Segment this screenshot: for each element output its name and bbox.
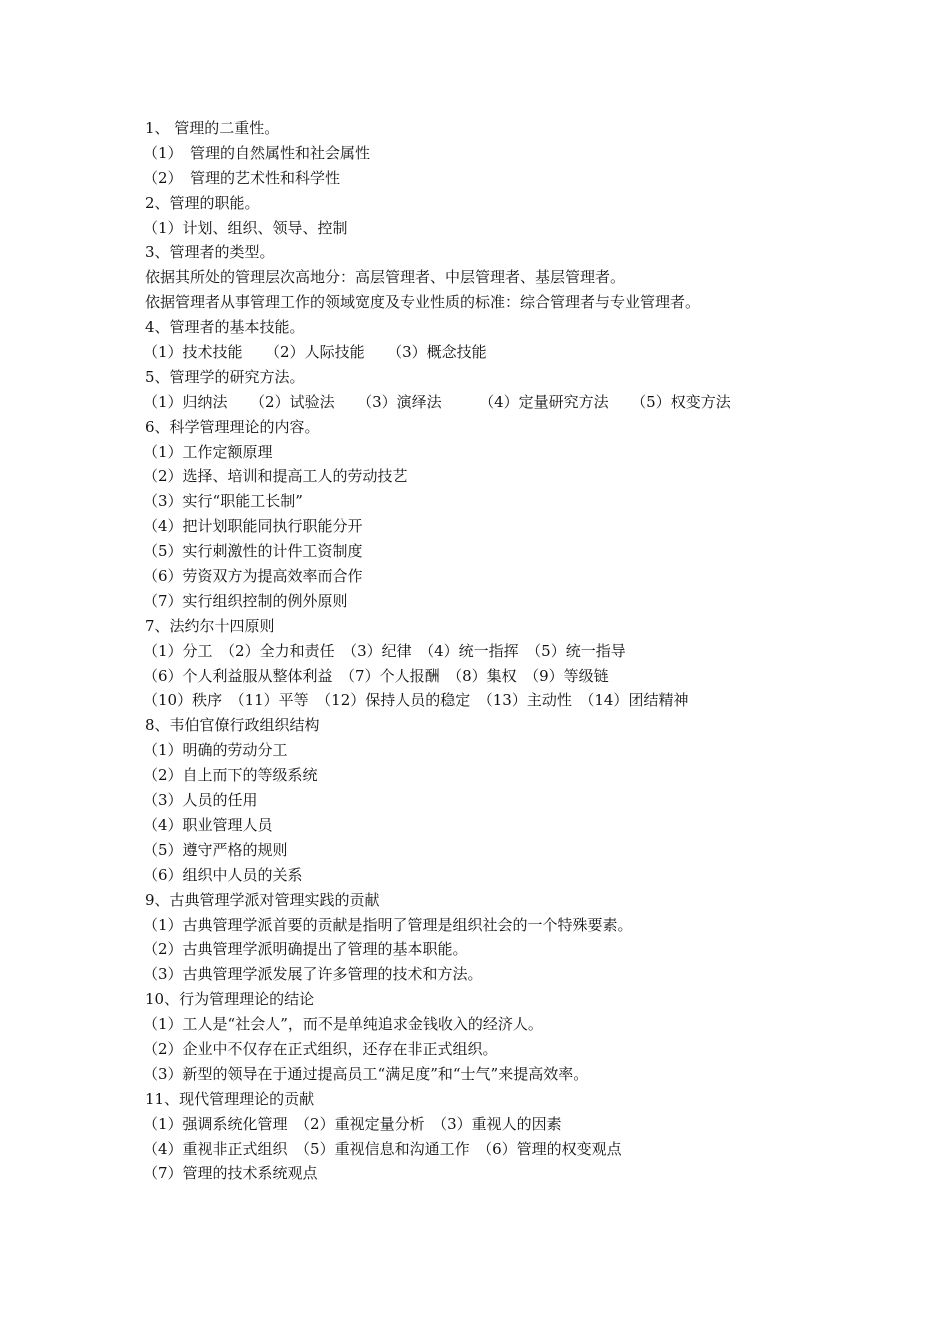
- list-item: （5）实行刺激性的计件工资制度: [143, 542, 363, 561]
- list-item: （6）劳资双方为提高效率而合作: [143, 567, 363, 586]
- list-item: （1）明确的劳动分工: [143, 741, 288, 760]
- list-item: （10）秩序 （11）平等 （12）保持人员的稳定 （13）主动性 （14）团结精神: [143, 691, 689, 710]
- list-item: （2）自上而下的等级系统: [143, 766, 318, 785]
- list-item: （3）古典管理学派发展了许多管理的技术和方法。: [143, 965, 483, 984]
- list-item: （7）实行组织控制的例外原则: [143, 591, 348, 610]
- list-item: （2）选择、培训和提高工人的劳动技艺: [143, 467, 408, 486]
- list-item: （1）工作定额原理: [143, 442, 273, 461]
- section-heading: 10、行为管理理论的结论: [145, 990, 315, 1009]
- list-item: （4）职业管理人员: [143, 815, 273, 834]
- list-item: （1）分工 （2）全力和责任 （3）纪律 （4）统一指挥 （5）统一指导: [143, 641, 626, 660]
- paragraph-line: 依据其所处的管理层次高地分：高层管理者、中层管理者、基层管理者。: [145, 268, 626, 287]
- list-item: （3）人员的任用: [143, 791, 258, 810]
- paragraph-line: 依据管理者从事管理工作的领域宽度及专业性质的标准：综合管理者与专业管理者。: [145, 293, 701, 312]
- list-item: （5）遵守严格的规则: [143, 840, 288, 859]
- list-item: （4）重视非正式组织 （5）重视信息和沟通工作 （6）管理的权变观点: [143, 1139, 622, 1158]
- list-item: （1）计划、组织、领导、控制: [143, 218, 348, 237]
- section-heading: 7、法约尔十四原则: [145, 616, 275, 635]
- list-item: （1）技术技能 （2）人际技能 （3）概念技能: [143, 343, 487, 362]
- list-item: （1） 管理的自然属性和社会属性: [143, 143, 371, 162]
- section-heading: 8、韦伯官僚行政组织结构: [145, 716, 320, 735]
- list-item: （2） 管理的艺术性和科学性: [143, 168, 341, 187]
- document-body: [145, 116, 845, 1186]
- list-item: （7）管理的技术系统观点: [143, 1164, 318, 1183]
- section-heading: 9、古典管理学派对管理实践的贡献: [145, 890, 380, 909]
- list-item: （6）组织中人员的关系: [143, 865, 303, 884]
- list-item: （2）古典管理学派明确提出了管理的基本职能。: [143, 940, 468, 959]
- list-item: （3）新型的领导在于通过提高员工“满足度”和“士气”来提高效率。: [143, 1064, 589, 1083]
- list-item: （1）工人是“社会人”，而不是单纯追求金钱收入的经济人。: [143, 1015, 543, 1034]
- list-item: （1）归纳法 （2）试验法 （3）演绎法 （4）定量研究方法 （5）权变方法: [143, 392, 731, 411]
- section-heading: 5、管理学的研究方法。: [145, 367, 305, 386]
- list-item: （4）把计划职能同执行职能分开: [143, 517, 363, 536]
- list-item: （1）古典管理学派首要的贡献是指明了管理是组织社会的一个特殊要素。: [143, 915, 633, 934]
- list-item: （1）强调系统化管理 （2）重视定量分析 （3）重视人的因素: [143, 1114, 562, 1133]
- section-heading: 1、 管理的二重性。: [145, 119, 280, 137]
- section-heading: 4、管理者的基本技能。: [145, 318, 305, 337]
- list-item: （3）实行“职能工长制”: [143, 492, 303, 511]
- list-item: （6）个人利益服从整体利益 （7）个人报酬 （8）集权 （9）等级链: [143, 666, 609, 685]
- list-item: （2）企业中不仅存在正式组织，还存在非正式组织。: [143, 1039, 498, 1058]
- section-heading: 6、科学管理理论的内容。: [145, 417, 320, 436]
- section-heading: 2、管理的职能。: [145, 193, 260, 212]
- section-heading: 3、管理者的类型。: [145, 243, 275, 262]
- section-heading: 11、现代管理理论的贡献: [145, 1089, 315, 1108]
